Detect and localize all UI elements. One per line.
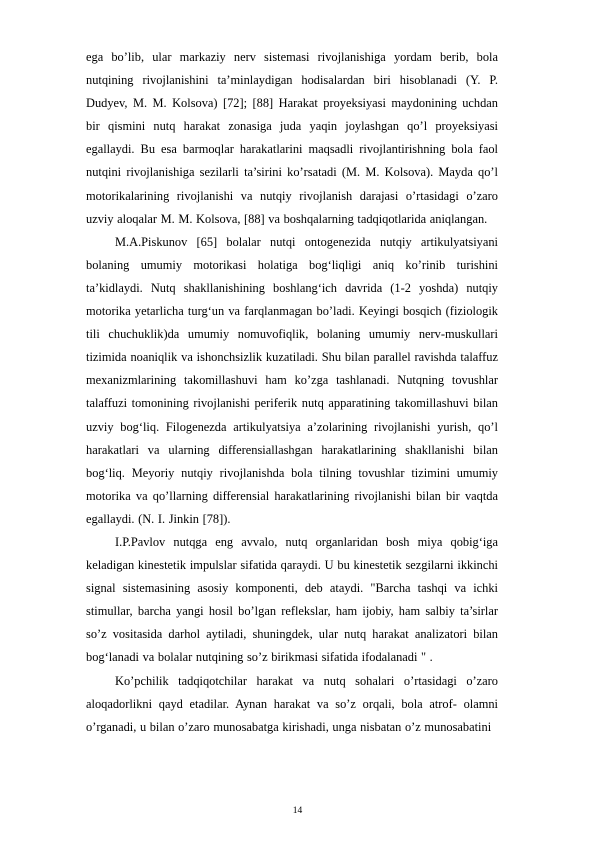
- paragraph-4: Ko’pchilik tadqiqotchilar harakat va nutq sohalari o’rtasidagi o’zaro aloqadorlikni qayd etadilar. Aynan harakat va so’z orqali, bola atrof- olamni o’rganadi, u bilan o’zaro munosabatga kirishadi, unga nisbatan o’z munosabatini: [86, 673, 498, 734]
- paragraph-1: ega bo’lib, ular markaziy nerv sistemasi rivojlanishiga yordam berib, bola nutqining rivojlanishini ta’minlaydigan hodisalardan biri hisoblanadi (Y. P. Dudyev, M. M. Kolsova) [72]; [88] Harakat proyeksiyasi maydonining uchdan bir qismini nutq harakat zonasiga juda yaqin joylashgan qo’l proyeksiyasi egallaydi. Bu esa barmoqlar harakatlarini maqsadli rivojlantirishning bola faol nutqini rivojlanishiga sezilarli ta’sirini ko’rsatadi (M. M. Kolsova). Mayda qo’l motorikalarining rivojlanishi va nutqiy rivojlanish darajasi o’rtasidagi o’zaro uzviy aloqalar M. M. Kolsova, [88] va boshqalarning tadqiqotlarida aniqlangan.: [86, 50, 498, 226]
- page-number: 14: [292, 806, 303, 816]
- document-page: [86, 46, 498, 739]
- paragraph-2: M.A.Piskunov [65] bolalar nutqi ontogenezida nutqiy artikulyatsiyani bolaning umumiy motorikasi holatiga bog‘liqligi aniq ko’rinib turishini ta’kidlaydi. Nutq shakllanishining boshlang‘ich davrida (1-2 yoshda) nutqiy motorika yetarlicha turg‘un va farqlanmagan bo’ladi. Keyingi bosqich (fiziologik tili chuchuklik)da umumiy nomuvofiqlik, bolaning umumiy nerv-muskullari tizimida noaniqlik va ishonchsizlik kuzatiladi. Shu bilan parallel ravishda talaffuz mexanizmlarining takomillashuvi ham ko’zga tashlanadi. Nutqning tovushlar talaffuzi tomonining rivojlanishi periferik nutq apparatining takomillashuvi bilan uzviy bog‘liq. Filogenezda artikulyatsiya a’zolarining rivojlanishi yurish, qo’l harakatlari va ularning differensiallashgan harakatlarining shakllanishi bilan bog‘liq. Meyoriy nutqiy rivojlanishda bola tilning tovushlar tizimini umumiy motorika va qo’llarning differensial harakatlarining rivojlanishi bilan bir vaqtda egallaydi. (N. I. Jinkin [78]).: [86, 234, 498, 526]
- paragraph-3: I.P.Pavlov nutqga eng avvalo, nutq organlaridan bosh miya qobig‘iga keladigan kinestetik impulslar sifatida qaraydi. U bu kinestetik sezgilarni ikkinchi signal sistemasining asosiy komponenti, deb ataydi. "Barcha tashqi va ichki stimullar, barcha yangi hosil bo’lgan reflekslar, ham ijobiy, ham salbiy ta’sirlar so’z vositasida darhol aytiladi, shuningdek, ular nutq harakat analizatori bilan bog‘lanadi va bolalar nutqining so’z birikmasi sifatida ifodalanadi " .: [86, 534, 498, 665]
